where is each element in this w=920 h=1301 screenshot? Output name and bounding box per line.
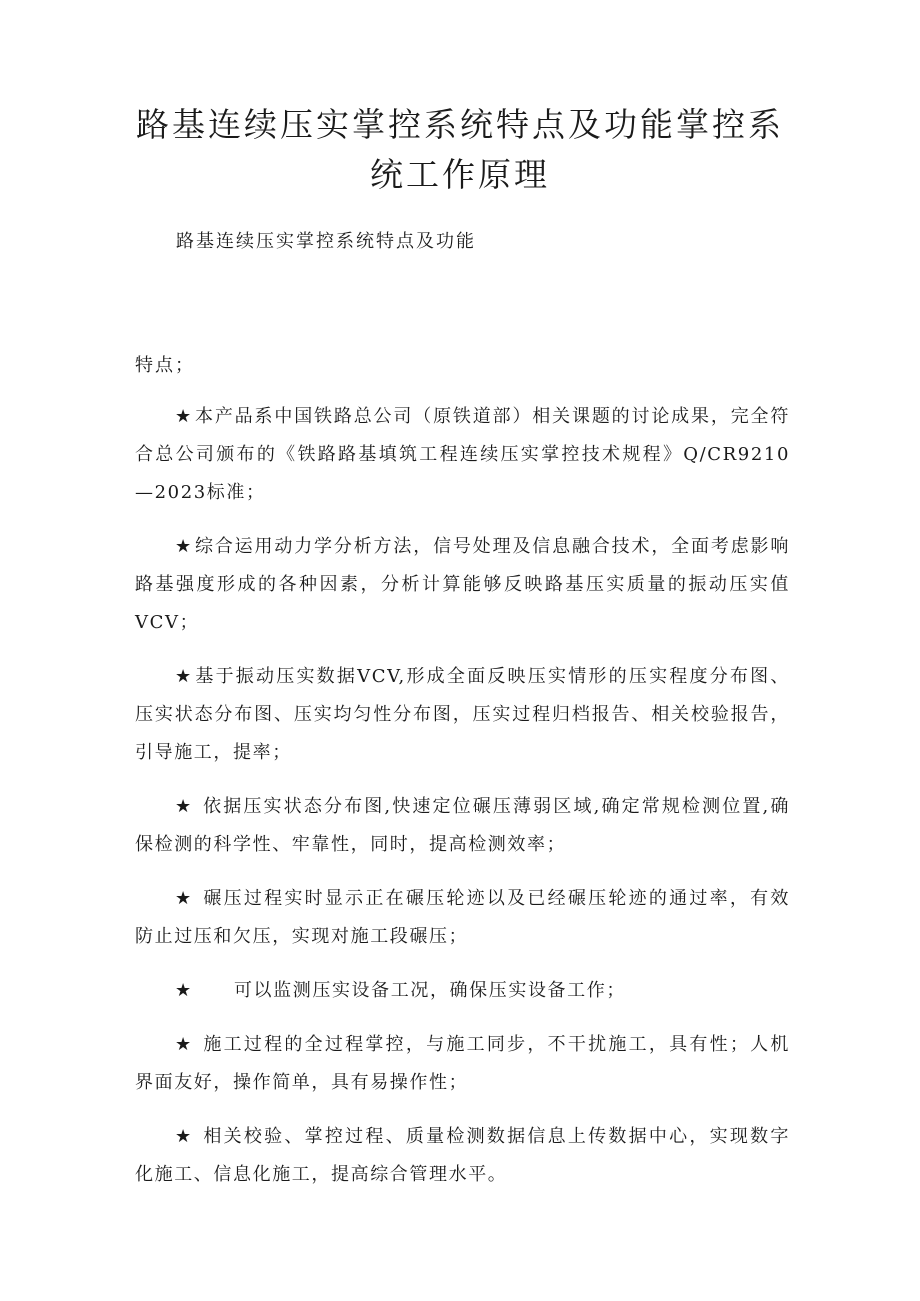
feature-text: 可以监测压实设备工况，确保压实设备工作； [194,980,626,1001]
feature-text: 基于振动压实数据VCV,形成全面反映压实情形的压实程度分布图、压实状态分布图、压实均匀性分布图，压实过程归档报告、相关校验报告，引导施工，提率； [135,666,790,763]
star-icon: ★ [175,980,193,1001]
feature-item [135,972,790,1010]
feature-text: 综合运用动力学分析方法，信号处理及信息融合技术，全面考虑影响路基强度形成的各种因素，分析计算能够反映路基压实质量的振动压实值VCV； [135,536,790,633]
feature-text: 依据压实状态分布图,快速定位碾压薄弱区域,确定常规检测位置,确保检测的科学性、牢靠性，同时，提高检测效率； [135,796,790,855]
section-label-features: 特点； [135,355,195,376]
feature-item [135,528,790,642]
star-icon: ★ [175,888,194,909]
feature-text: 碾压过程实时显示正在碾压轮迹以及已经碾压轮迹的通过率，有效防止过压和欠压，实现对施工段碾压； [135,888,790,947]
feature-text: 施工过程的全过程掌控，与施工同步，不干扰施工，具有性；人机界面友好，操作简单，具有易操作性； [135,1034,790,1093]
feature-item [135,1118,790,1194]
document-title: 路基连续压实掌控系统特点及功能掌控系统工作原理 [136,105,784,194]
feature-list [135,398,790,1210]
star-icon: ★ [175,406,193,427]
feature-text: 相关校验、掌控过程、质量检测数据信息上传数据中心，实现数字化施工、信息化施工，提高综合管理水平。 [135,1126,790,1185]
star-icon: ★ [175,1034,194,1055]
feature-item [135,398,790,512]
feature-item [135,788,790,864]
feature-text: 本产品系中国铁路总公司（原铁道部）相关课题的讨论成果，完全符合总公司颁布的《铁路路基填筑工程连续压实掌控技术规程》Q/CR9210—2023标准； [135,406,790,503]
document-subtitle: 路基连续压实掌控系统特点及功能 [176,231,476,252]
star-icon: ★ [175,1126,194,1147]
feature-item [135,1026,790,1102]
star-icon: ★ [175,666,194,687]
feature-item [135,880,790,956]
star-icon: ★ [175,796,194,817]
feature-item [135,658,790,772]
star-icon: ★ [175,536,193,557]
